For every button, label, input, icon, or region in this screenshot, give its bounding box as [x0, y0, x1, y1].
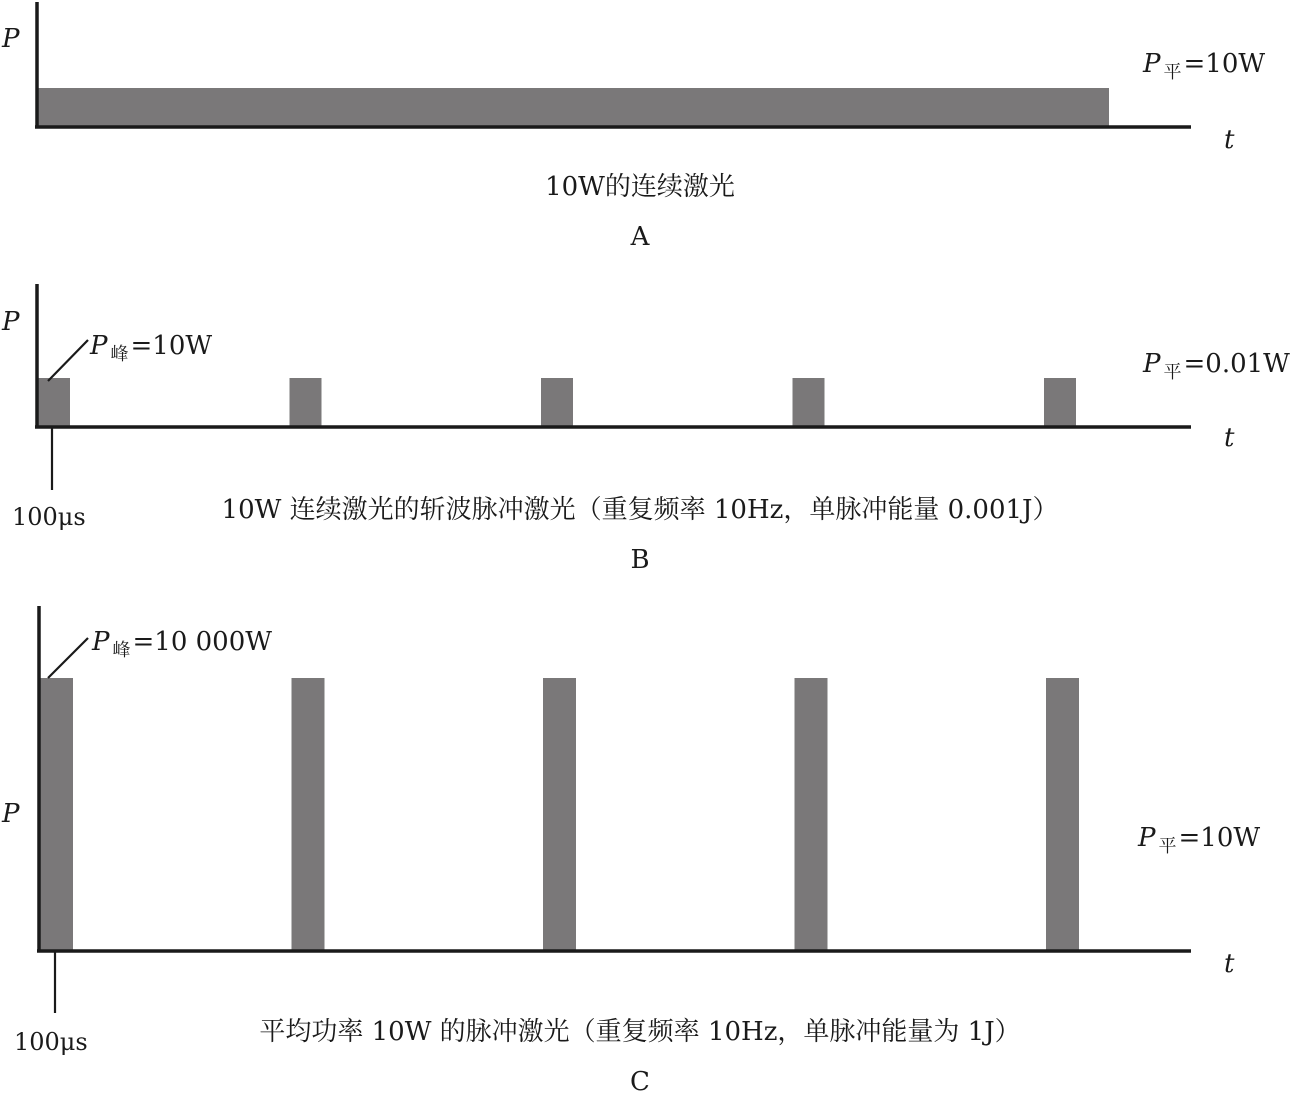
- peak-power-value: =10W: [130, 331, 213, 361]
- avg-power-symbol: P: [1143, 349, 1161, 379]
- panel-c-pulse-width-label: 100μs: [14, 1028, 88, 1056]
- peak-power-symbol: P: [92, 627, 110, 657]
- panel-c-pulse-5: [1046, 678, 1079, 951]
- peak-power-subscript: 峰: [110, 344, 129, 365]
- panel-b: [1, 284, 1290, 575]
- peak-power-symbol: P: [90, 331, 108, 361]
- panel-a-y-axis-label: P: [2, 24, 20, 54]
- panel-b-pulse-3: [541, 378, 573, 427]
- avg-power-subscript: 平: [1163, 62, 1182, 83]
- panel-c-pulse-2: [292, 678, 325, 951]
- panel-b-x-axis-label: t: [1224, 423, 1235, 453]
- continuous-power-bar: [38, 88, 1109, 127]
- panel-c-pulse-3: [543, 678, 576, 951]
- avg-power-symbol: P: [1143, 49, 1161, 79]
- panel-b-peak-leader-line: [48, 340, 88, 381]
- panel-b-pulse-1: [38, 378, 70, 427]
- avg-power-value: =10W: [1183, 49, 1266, 79]
- panel-c-average-power-label: [1137, 823, 1260, 857]
- panel-a-caption: 10W的连续激光: [545, 172, 735, 202]
- avg-power-subscript: 平: [1163, 362, 1182, 383]
- panel-b-pulses: [38, 378, 1076, 427]
- panel-c-x-axis-label: t: [1224, 949, 1235, 979]
- panel-c-pulse-1: [40, 678, 73, 951]
- peak-power-subscript: 峰: [112, 640, 131, 661]
- panel-b-letter: B: [630, 545, 650, 575]
- panel-b-pulse-2: [290, 378, 322, 427]
- avg-power-value: =10W: [1178, 823, 1261, 853]
- panel-a-average-power-label: [1142, 49, 1265, 83]
- panel-c-peak-power-label: [91, 627, 272, 661]
- panel-b-peak-power-label: [89, 331, 212, 365]
- avg-power-value: =0.01W: [1183, 349, 1290, 379]
- panel-b-pulse-4: [793, 378, 825, 427]
- peak-power-value: =10 000W: [132, 627, 272, 657]
- panel-c-pulse-4: [795, 678, 828, 951]
- avg-power-subscript: 平: [1158, 836, 1177, 857]
- panel-c: [1, 606, 1260, 1094]
- avg-power-symbol: P: [1138, 823, 1156, 853]
- panel-c-caption: 平均功率 10W 的脉冲激光（重复频率 10Hz，单脉冲能量为 1J）: [259, 1017, 1021, 1047]
- panel-b-average-power-label: [1142, 349, 1290, 383]
- panel-b-pulse-5: [1044, 378, 1076, 427]
- panel-c-letter: C: [630, 1067, 650, 1094]
- panel-c-peak-leader-line: [48, 638, 88, 678]
- panel-b-caption: 10W 连续激光的斩波脉冲激光（重复频率 10Hz，单脉冲能量 0.001J）: [221, 495, 1059, 525]
- panel-b-y-axis-label: P: [2, 307, 20, 337]
- panel-c-pulses: [40, 678, 1079, 951]
- panel-a-x-axis-label: t: [1224, 125, 1235, 155]
- panel-a: [1, 2, 1265, 252]
- panel-a-letter: A: [630, 222, 650, 252]
- panel-c-y-axis-label: P: [2, 799, 20, 829]
- panel-b-pulse-width-label: 100μs: [12, 503, 86, 531]
